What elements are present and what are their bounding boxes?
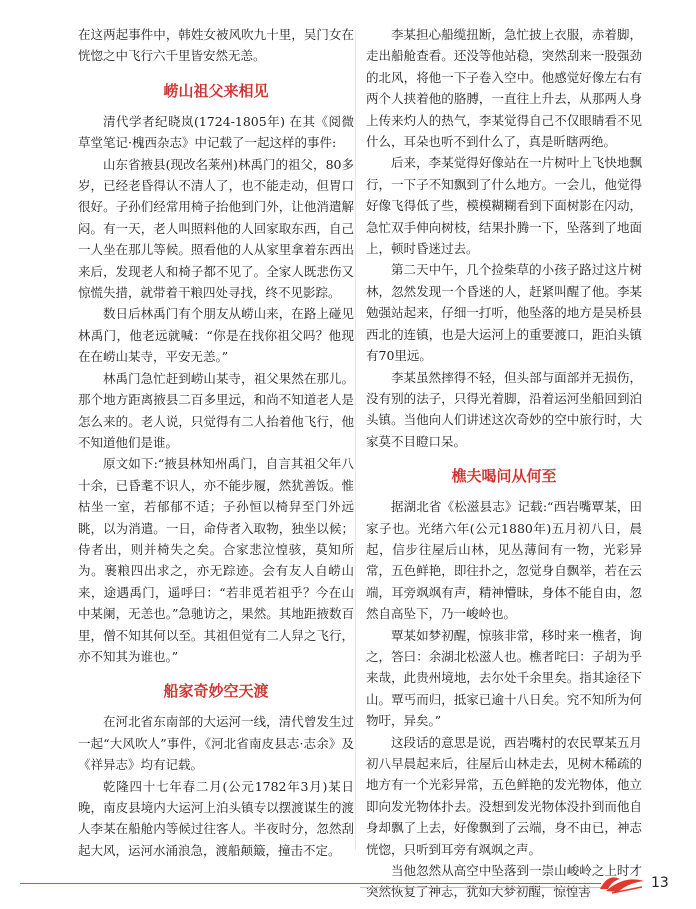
paragraph: 在这两起事件中，韩姓女被风吹九十里，吴门女在恍惚之中飞行六千里皆安然无恙。 bbox=[78, 27, 354, 64]
paragraph: 山东省掖县(现改名莱州)林禹门的祖父，80多岁，已经老昏得认不清人了，也不能走动，但胃口很好。子孙们经常用椅子抬他到门外，让他消遣解闷。有一天，老人叫照料他的人回家取东西，自己一人坐在那儿等候。照看他的人从家里拿着东西出来后，发现老人和椅子都不见了。全家人既悲伤又惊慌失措，就带着干粮四处寻找，终不见影踪。 bbox=[78, 156, 354, 301]
paragraph: 当他忽然从高空中坠落到一崇山峻岭之上时才突然恢复了神志，犹如大梦初醒，惊惶害 bbox=[366, 863, 642, 900]
paragraph: 林禹门急忙赶到崂山某寺，祖父果然在那儿。那个地方距离掖县二百多里远，和尚不知道老人是怎么来的。老人说，只觉得有二人抬着他飞行，他不知道他们是谁。 bbox=[78, 370, 354, 450]
paragraph: 据湖北省《松滋县志》记载:“西岩嘴覃某，田家子也。光绪六年(公元1880年)五月初八日，晨起，信步往屋后山林，见丛薄间有一物，光彩异常，五色鲜艳，即往扑之，忽觉身自飘举，若在云端，耳旁飒飒有声，精神懵昧，身体不能自由，忽然自高坠下，乃一峻岭也。 bbox=[366, 499, 642, 622]
paragraph: 后来，李某觉得好像站在一片树叶上飞快地飘行，一下子不知飘到了什么地方。一会儿，他觉得好像飞得低了些，模模糊糊看到下面树影在闪动，急忙双手伸向树枝，结果扑腾一下，坠落到了地面上，顿时昏迷过去。 bbox=[366, 155, 642, 257]
magazine-logo-icon bbox=[598, 871, 646, 895]
right-column bbox=[366, 24, 642, 903]
paragraph: 这段话的意思是说，西岩嘴村的农民覃某五月初八早晨起来后，往屋后山林走去，见树木稀疏的地方有一个光彩异常，五色鲜艳的发光物体，他立即向发光物体扑去。没想到发光物体没扑到而他自身却飘了上去，好像飘到了云端，身不由已，神志恍惚，只听到耳旁有飒飒之声。 bbox=[366, 734, 642, 857]
page-footer bbox=[0, 849, 696, 909]
footer-rule bbox=[20, 883, 601, 884]
paragraph: 李某虽然摔得不轻，但头部与面部并无损伤，没有别的法子，只得光着脚，沿着运河坐船回到泊头镇。当他向人们讲述这次奇妙的空中旅行时，大家莫不目瞪口呆。 bbox=[366, 369, 642, 449]
paragraph: 李某担心船缆扭断，急忙披上衣服，赤着脚，走出船舱查看。还没等他站稳，突然刮来一股强劲的北风，将他一下子卷入空中。他感觉好像左右有两个人挟着他的胳膊，一直往上升去，从那两人身上传来灼人的热气，李某觉得自己不仅眼睛看不见什么，耳朵也听不到什么了，真是昕瞎两绝。 bbox=[366, 27, 642, 150]
paragraph: 清代学者纪晓岚(1724-1805年) 在其《阅微草堂笔记·槐西杂志》中记载了一起这样的事件: bbox=[78, 113, 354, 151]
section-title-laoshan: 崂山祖父来相见 bbox=[163, 81, 269, 100]
paragraph: 数日后林禹门有个朋友从崂山来，在路上碰见林禹门，他老远就喊：“你是在找你祖父吗？他现在在崂山某寺，平安无恙。” bbox=[78, 306, 354, 365]
footer-rule-accent bbox=[360, 887, 601, 888]
section-title-boatman: 船家奇妙空天渡 bbox=[163, 682, 269, 701]
column-divider bbox=[355, 30, 356, 850]
paragraph: 在河北省东南部的大运河一线，清代曾发生过一起“大风吹人”事件，《河北省南皮县志·志余》及《祥异志》均有记载。 bbox=[78, 714, 354, 773]
left-column bbox=[78, 24, 354, 861]
paragraph: 覃某如梦初醒，惊骇非常，移时来一樵者，询之，答曰：余湖北松滋人也。樵者咤曰：子胡为乎来哉，此贵州境地，去尔处千余里矣。指其途径下山。覃丐而归，抵家已逾十八日矣。究不知所为何物吁，异矣。” bbox=[366, 627, 642, 729]
page-number: 13 bbox=[651, 875, 669, 891]
paragraph: 乾隆四十七年春二月(公元1782年3月)某日晚，南皮县境内大运河上泊头镇专以摆渡谋生的渡人李某在船舱内等候过往客人。半夜时分，忽然刮起大风，运河水涌浪急，渡船颠簸，撞击不定。 bbox=[78, 778, 354, 858]
paragraph: 原文如下:“掖县林知州禹门，自言其祖父年八十余，已昏耄不识人，亦不能步履，然犹善饭。惟枯坐一室，若郁郁不适；子孙恒以椅舁至门外远眺，以为消遣。一日，命侍者入取物，独坐以候；侍者出，则并椅失之矣。合家悲泣惶骇，莫知所为。裹粮四出求之，亦无踪迹。会有友人自崂山来，途遇禹门，遥呼曰：“若非觅若祖乎？今在山中某阑，无恙也。”急驰访之，果然。其地距掖数百里，僧不知其何以至。其祖但觉有二人舁之飞行，亦不知其为谁也。” bbox=[78, 456, 354, 664]
paragraph: 第二天中午，几个捡柴草的小孩子路过这片树林，忽然发现一个昏迷的人，赶紧叫醒了他。李某勉强站起来，仔细一打听，他坠落的地方是吴桥县西北的连镇，也是大运河上的重要渡口，距泊头镇有70里远。 bbox=[366, 262, 642, 364]
section-title-woodcutter: 樵夫喝问从何至 bbox=[451, 467, 557, 486]
